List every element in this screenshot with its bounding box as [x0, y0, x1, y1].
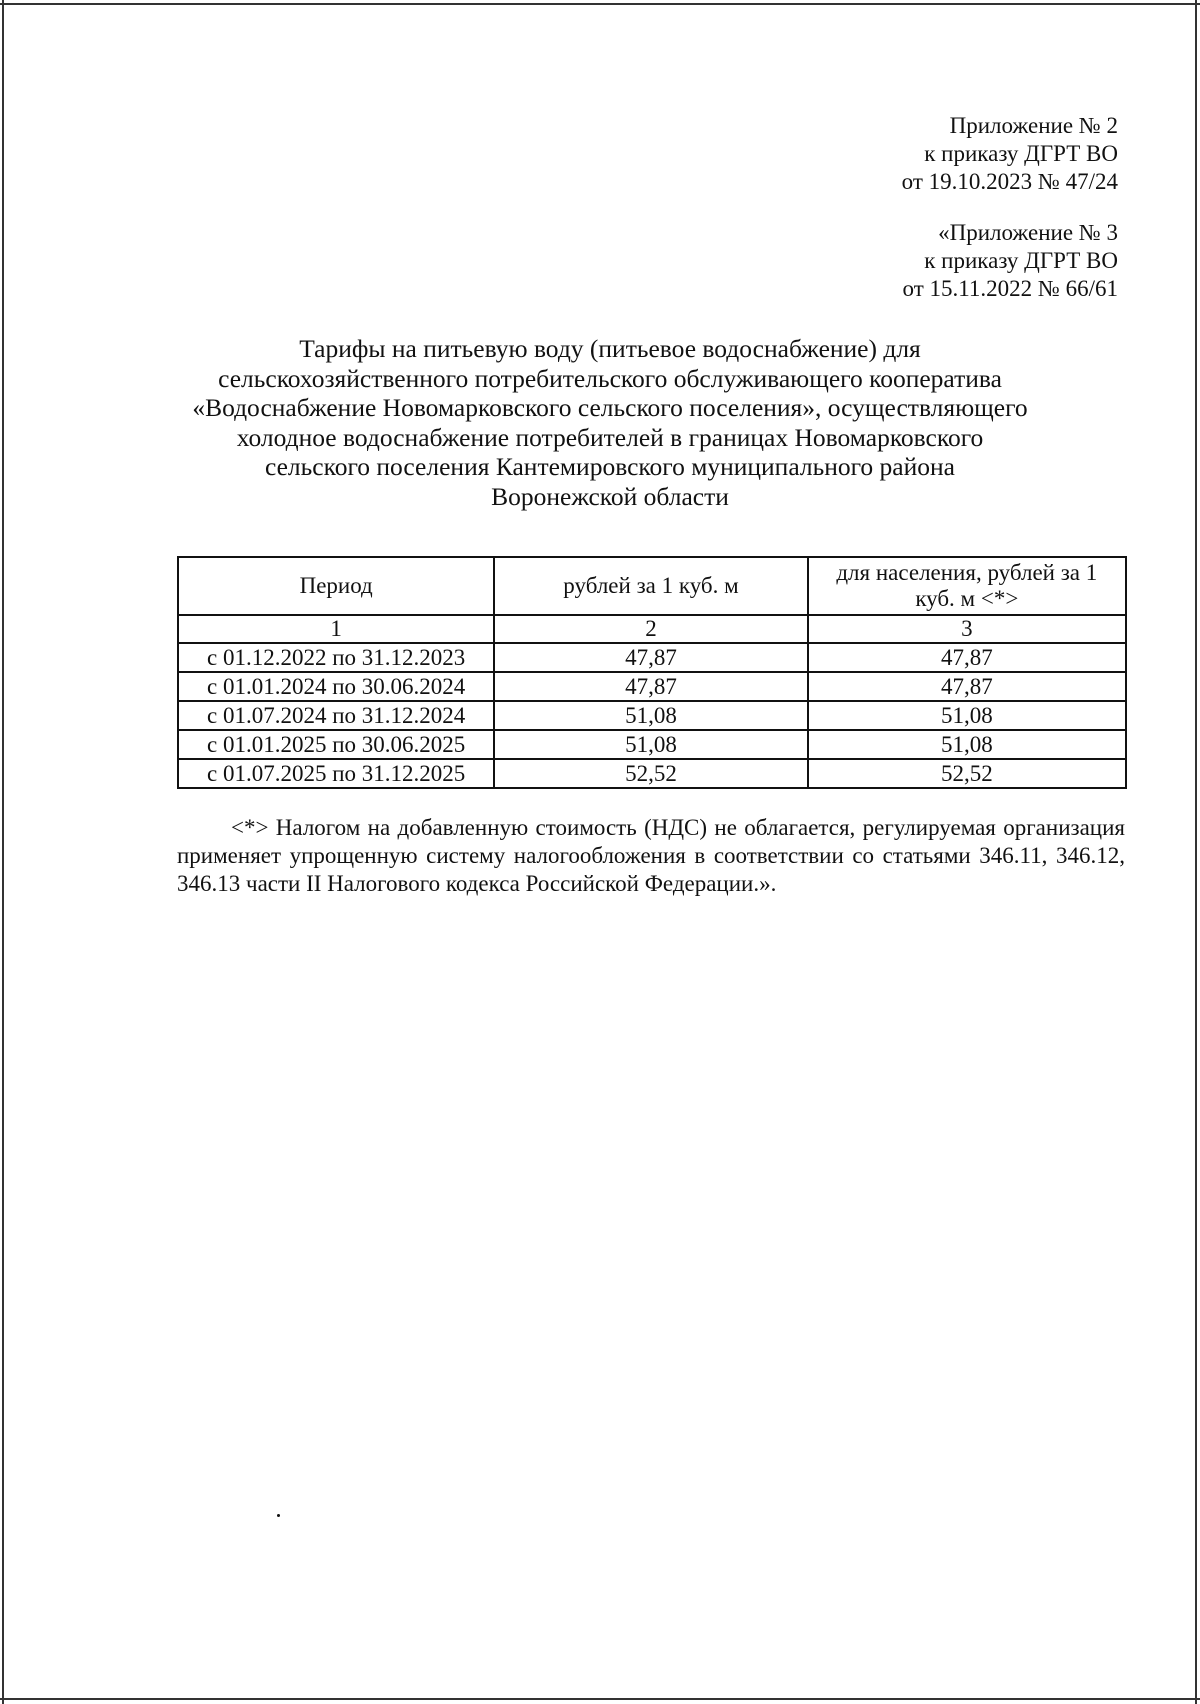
table-row: [178, 759, 1126, 788]
cell-period: с 01.01.2025 по 30.06.2025: [178, 730, 494, 759]
appendix-previous-block: [718, 219, 1118, 303]
header-population-rate-line1: для населения, рублей за 1: [836, 560, 1098, 585]
footnote-text: <*> Налогом на добавленную стоимость (НДС) не облагается, регулируемая организация применяет упрощенную систему налогообложения в соответствии со статьями 346.11, 346.12, 346.13 части II Налогового кодекса Российской Федерации.».: [177, 815, 1125, 896]
cell-period: с 01.12.2022 по 31.12.2023: [178, 643, 494, 672]
header-rate: рублей за 1 куб. м: [494, 557, 807, 615]
cell-rate: 52,52: [494, 759, 807, 788]
cell-population-rate: 52,52: [808, 759, 1126, 788]
cell-period: с 01.01.2024 по 30.06.2024: [178, 672, 494, 701]
table-row: [178, 672, 1126, 701]
header-period: Период: [178, 557, 494, 615]
scan-edge-bottom: [0, 1698, 1200, 1700]
cell-rate: 51,08: [494, 701, 807, 730]
title-line: сельскохозяйственного потребительского обслуживающего кооператива: [218, 363, 1002, 393]
table-row: [178, 730, 1126, 759]
column-number-row: [178, 615, 1126, 643]
cell-rate: 51,08: [494, 730, 807, 759]
appendix-current-line1: Приложение № 2: [949, 113, 1118, 138]
table-row: [178, 643, 1126, 672]
appendix-current-line3: от 19.10.2023 № 47/24: [901, 169, 1118, 194]
title-line: сельского поселения Кантемировского муниципального района: [264, 452, 955, 482]
scan-edge-top: [0, 3, 1200, 5]
table-row: [178, 701, 1126, 730]
scan-edge-right: [1195, 0, 1197, 1704]
cell-period: с 01.07.2024 по 31.12.2024: [178, 701, 494, 730]
scan-speck: [277, 1514, 280, 1517]
cell-rate: 47,87: [494, 643, 807, 672]
title-line: «Водоснабжение Новомарковского сельского поселения», осуществляющего: [192, 393, 1028, 423]
column-number: 2: [494, 615, 807, 643]
tariff-table: [177, 556, 1127, 789]
appendix-previous-line3: от 15.11.2022 № 66/61: [902, 276, 1118, 301]
cell-period: с 01.07.2025 по 31.12.2025: [178, 759, 494, 788]
appendix-current-line2: к приказу ДГРТ ВО: [924, 141, 1118, 166]
appendix-current-block: [718, 112, 1118, 196]
column-number: 1: [178, 615, 494, 643]
cell-population-rate: 47,87: [808, 643, 1126, 672]
table-header-row: [178, 557, 1126, 615]
header-population-rate: [808, 557, 1126, 615]
title-line: Воронежской области: [491, 481, 729, 511]
title-line: холодное водоснабжение потребителей в границах Новомарковского: [236, 422, 984, 452]
cell-population-rate: 47,87: [808, 672, 1126, 701]
cell-population-rate: 51,08: [808, 701, 1126, 730]
appendix-previous-line2: к приказу ДГРТ ВО: [924, 248, 1118, 273]
document-title: [150, 334, 1070, 512]
cell-rate: 47,87: [494, 672, 807, 701]
header-population-rate-line2: куб. м <*>: [915, 586, 1019, 611]
title-line: Тарифы на питьевую воду (питьевое водоснабжение) для: [299, 334, 921, 363]
appendix-previous-line1: «Приложение № 3: [938, 220, 1118, 245]
column-number: 3: [808, 615, 1126, 643]
footnote: [177, 814, 1125, 898]
cell-population-rate: 51,08: [808, 730, 1126, 759]
scan-edge-left: [2, 0, 4, 1704]
